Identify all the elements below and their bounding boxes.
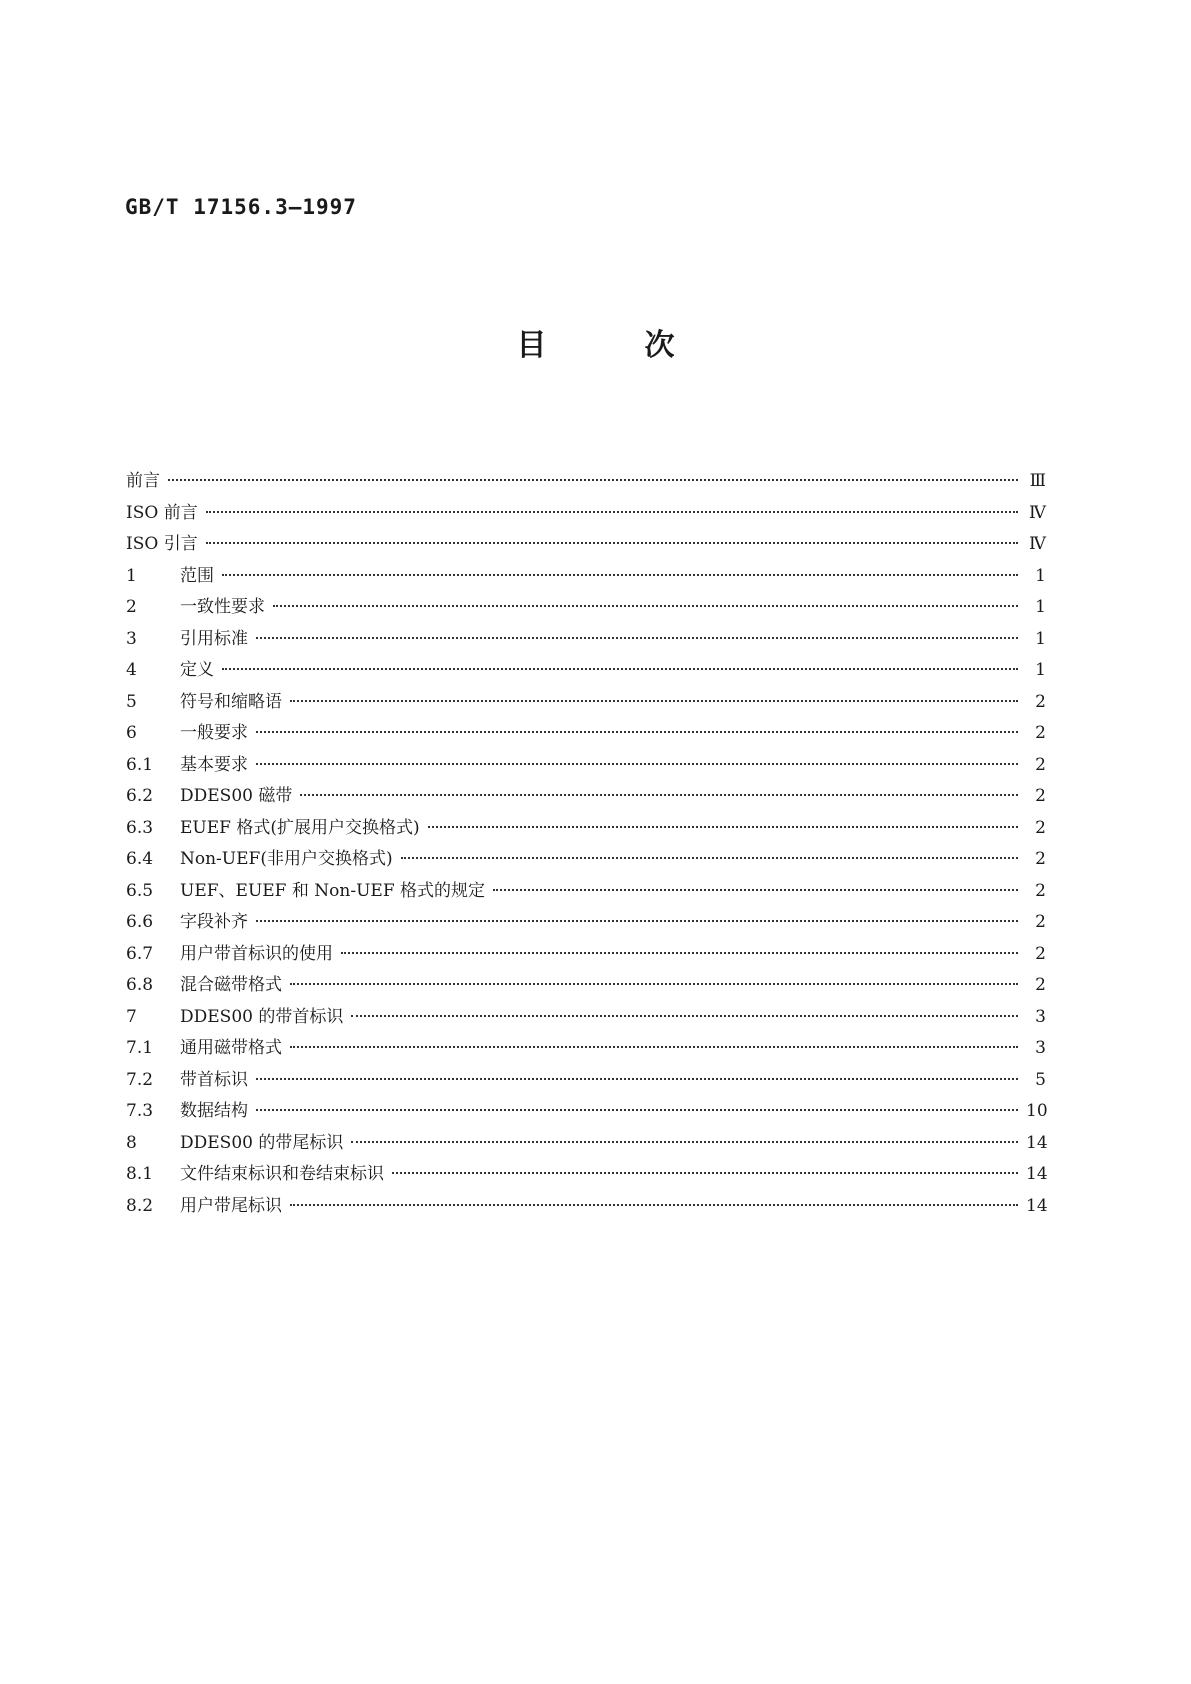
toc-entry-number: 3 <box>126 628 137 649</box>
toc-leader-dots <box>206 511 1018 513</box>
toc-entry-page: 5 <box>1035 1069 1046 1090</box>
toc-entry-page: 1 <box>1035 628 1046 649</box>
toc-entry[interactable] <box>126 939 1046 971</box>
toc-leader-dots <box>290 1046 1018 1048</box>
toc-entry[interactable] <box>126 970 1046 1002</box>
toc-entry-number: 6.8 <box>126 975 154 995</box>
toc-leader-dots <box>222 574 1018 576</box>
toc-entry-number: 7.3 <box>126 1101 154 1121</box>
toc-entry-number: 7 <box>126 1006 137 1027</box>
toc-entry-title: DDES00 磁带 <box>180 786 293 806</box>
toc-entry-page: 2 <box>1035 975 1046 995</box>
toc-entry-title: 混合磁带格式 <box>180 975 282 995</box>
toc-leader-dots <box>256 763 1018 765</box>
toc-leader-dots <box>256 731 1018 733</box>
toc-entry-number: 4 <box>126 660 137 680</box>
toc-entry-page: Ⅲ <box>1029 471 1046 491</box>
toc-entry-title: 带首标识 <box>180 1069 248 1090</box>
toc-entry-number: 7.1 <box>126 1038 154 1058</box>
toc-entry[interactable] <box>126 592 1046 624</box>
toc-entry[interactable] <box>126 750 1046 782</box>
toc-entry[interactable] <box>126 1128 1046 1160</box>
toc-entry-page: 2 <box>1035 691 1046 712</box>
toc-entry-title: 一致性要求 <box>180 597 265 617</box>
toc-entry-page: 14 <box>1026 1132 1048 1153</box>
toc-entry-page: 1 <box>1035 565 1046 586</box>
toc-entry[interactable] <box>126 529 1046 561</box>
toc-leader-dots <box>351 1141 1018 1143</box>
toc-entry-number: 8.2 <box>126 1195 154 1216</box>
toc-entry[interactable] <box>126 624 1046 656</box>
toc-entry-page: 1 <box>1035 597 1046 617</box>
toc-entry-number: 6.1 <box>126 754 154 775</box>
toc-leader-dots <box>351 1015 1018 1017</box>
toc-entry-title: DDES00 的带首标识 <box>180 1006 344 1027</box>
toc-leader-dots <box>256 920 1018 922</box>
toc-entry[interactable] <box>126 844 1046 876</box>
toc-entry-page: 14 <box>1026 1195 1048 1216</box>
toc-entry-number: 6.7 <box>126 943 154 964</box>
toc-entry-number: 6.5 <box>126 880 154 901</box>
toc-entry-title: 范围 <box>180 565 214 586</box>
toc-leader-dots <box>273 605 1018 607</box>
toc-leader-dots <box>290 700 1018 702</box>
toc-entry-number: 2 <box>126 597 137 617</box>
toc-leader-dots <box>256 637 1018 639</box>
toc-entry-title: ISO 前言 <box>126 502 198 523</box>
toc-entry-page: Ⅳ <box>1029 502 1046 523</box>
toc-title-char-2: 次 <box>644 328 675 363</box>
toc-entry-page: 2 <box>1035 817 1046 838</box>
toc-entry-page: 2 <box>1035 723 1046 743</box>
toc-entry[interactable] <box>126 1033 1046 1065</box>
toc-entry-page: 2 <box>1035 880 1046 901</box>
toc-entry[interactable] <box>126 466 1046 498</box>
toc-entry-number: 6.6 <box>126 912 154 932</box>
toc-entry[interactable] <box>126 1065 1046 1097</box>
table-of-contents <box>126 466 1046 1222</box>
toc-title-char-1: 目 <box>516 328 547 363</box>
toc-entry[interactable] <box>126 655 1046 687</box>
toc-entry[interactable] <box>126 781 1046 813</box>
toc-leader-dots <box>392 1172 1018 1174</box>
toc-entry[interactable] <box>126 907 1046 939</box>
toc-entry-page: 2 <box>1035 943 1046 964</box>
toc-entry-title: 用户带首标识的使用 <box>180 943 333 964</box>
toc-entry-title: 符号和缩略语 <box>180 691 282 712</box>
toc-entry-number: 6.3 <box>126 817 154 838</box>
toc-entry-title: 数据结构 <box>180 1101 248 1121</box>
toc-entry[interactable] <box>126 1096 1046 1128</box>
toc-leader-dots <box>256 1078 1018 1080</box>
toc-entry-page: 2 <box>1035 754 1046 775</box>
toc-entry-title: 定义 <box>180 660 214 680</box>
toc-leader-dots <box>290 983 1018 985</box>
toc-entry-page: 14 <box>1026 1164 1048 1184</box>
toc-entry-page: Ⅳ <box>1029 534 1046 554</box>
toc-entry-title: Non-UEF(非用户交换格式) <box>180 849 393 869</box>
toc-entry[interactable] <box>126 498 1046 530</box>
toc-entry-number: 6 <box>126 723 137 743</box>
toc-entry-title: 前言 <box>126 471 160 491</box>
toc-leader-dots <box>493 889 1018 891</box>
toc-leader-dots <box>401 857 1018 859</box>
toc-entry[interactable] <box>126 1159 1046 1191</box>
toc-entry-number: 7.2 <box>126 1069 154 1090</box>
toc-entry-number: 6.2 <box>126 786 154 806</box>
toc-leader-dots <box>341 952 1018 954</box>
toc-entry-title: DDES00 的带尾标识 <box>180 1132 344 1153</box>
toc-entry[interactable] <box>126 687 1046 719</box>
toc-entry[interactable] <box>126 1002 1046 1034</box>
toc-leader-dots <box>222 668 1018 670</box>
toc-entry[interactable] <box>126 561 1046 593</box>
toc-entry-title: ISO 引言 <box>126 534 198 554</box>
toc-entry-number: 6.4 <box>126 849 154 869</box>
toc-entry-title: 文件结束标识和卷结束标识 <box>180 1164 384 1184</box>
document-code: GB/T 17156.3—1997 <box>125 195 357 219</box>
toc-entry-title: 通用磁带格式 <box>180 1038 282 1058</box>
toc-entry-number: 8.1 <box>126 1164 154 1184</box>
toc-entry-title: 引用标准 <box>180 628 248 649</box>
toc-leader-dots <box>256 1109 1018 1111</box>
toc-entry-title: 一般要求 <box>180 723 248 743</box>
toc-entry[interactable] <box>126 1191 1046 1223</box>
toc-entry[interactable] <box>126 876 1046 908</box>
toc-entry-number: 8 <box>126 1132 137 1153</box>
toc-leader-dots <box>300 794 1018 796</box>
toc-leader-dots <box>290 1204 1018 1206</box>
toc-leader-dots <box>168 479 1018 481</box>
toc-title <box>0 320 1191 364</box>
toc-entry-title: 字段补齐 <box>180 912 248 932</box>
toc-entry-page: 2 <box>1035 912 1046 932</box>
toc-entry[interactable] <box>126 813 1046 845</box>
toc-entry-page: 2 <box>1035 786 1046 806</box>
toc-entry-page: 10 <box>1026 1101 1048 1121</box>
toc-entry-page: 2 <box>1035 849 1046 869</box>
toc-entry-number: 5 <box>126 691 137 712</box>
toc-entry-number: 1 <box>126 565 137 586</box>
toc-entry-page: 3 <box>1035 1038 1046 1058</box>
toc-entry[interactable] <box>126 718 1046 750</box>
toc-entry-title: 用户带尾标识 <box>180 1195 282 1216</box>
toc-entry-title: 基本要求 <box>180 754 248 775</box>
toc-entry-title: EUEF 格式(扩展用户交换格式) <box>180 817 420 838</box>
toc-leader-dots <box>428 826 1018 828</box>
toc-entry-page: 3 <box>1035 1006 1046 1027</box>
toc-entry-page: 1 <box>1035 660 1046 680</box>
toc-leader-dots <box>206 542 1018 544</box>
toc-entry-title: UEF、EUEF 和 Non-UEF 格式的规定 <box>180 880 486 901</box>
